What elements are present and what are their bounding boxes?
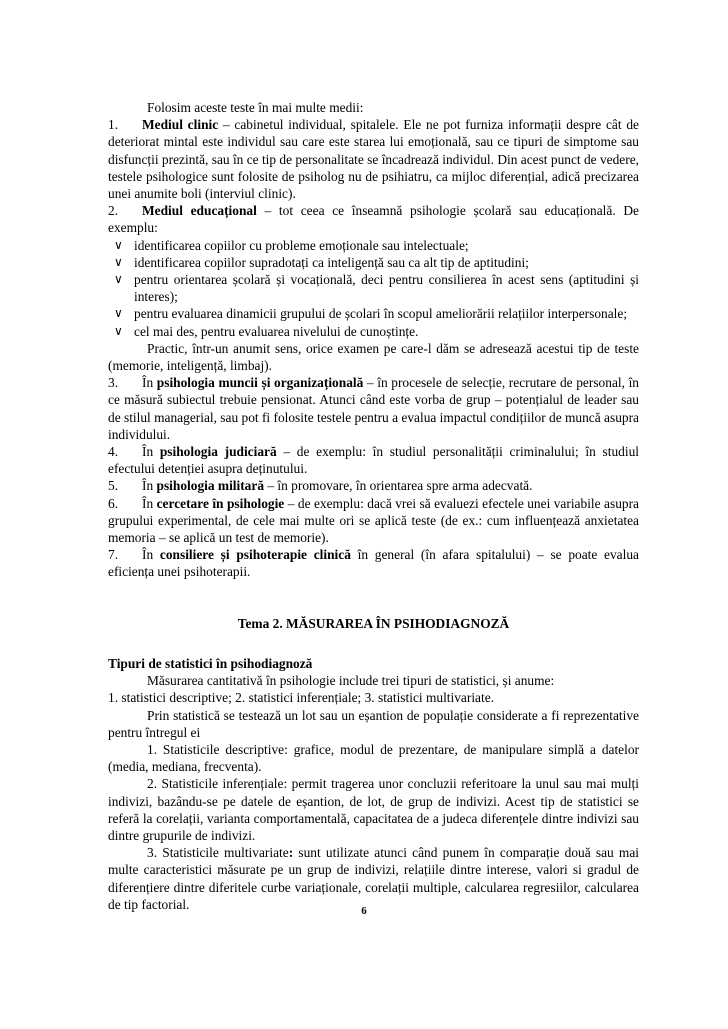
bullet-item: ∨ pentru evaluarea dinamicii grupului de școlari în scopul ameliorării relațiilor interpersonale; [114, 306, 628, 322]
practic-paragraph: Practic, într-un anumit sens, orice examen pe care-l dăm se adresează acestui tip de teste (memorie, inteligență, limbaj). [108, 340, 639, 374]
bullet-item: ∨ identificarea copiilor supradotați ca inteligență sau ca alt tip de aptitudini; [114, 254, 529, 270]
list-item-5: 5. În psihologia militară – în promovare, în orientarea spre arma adecvată. [108, 478, 533, 494]
bullet-list [108, 237, 639, 340]
list-item-3: 3. În psihologia muncii și organizațională – în procesele de selecție, recrutare de personal, în ce măsură subiectul trebuie pensionat. Atunci când este vorba de grup – potențialul de leader sau de stilul managerial, sau pot fi folosite testele pentru a evalua impactul condițiilor de muncă asupra individului. [108, 375, 639, 442]
list-item-6: 6. În cercetare în psihologie – de exemplu: dacă vrei să evaluezi efectele unei variabile asupra grupului experimental, de cele mai multe ori se aplică teste (de ex.: cum influențează anxietatea memoria – se aplică un test de memorie). [108, 495, 639, 546]
page-number: 6 [361, 905, 367, 917]
item-5-heading: psihologia militară [156, 478, 265, 494]
bullet-marker-icon: ∨ [114, 254, 123, 269]
item-4-heading: psihologia judiciară [159, 444, 277, 460]
paragraph-measurement: Măsurarea cantitativă în psihologie include trei tipuri de statistici, și anume: [147, 673, 555, 689]
item-1-heading: Mediul clinic [142, 117, 219, 133]
paragraph-inferential: 2. Statisticile inferențiale: permit tragerea unor concluzii referitoare la unul sau mai mulți indivizi, bazându-se pe datele de eșantion, de lot, de grup de indivizi. Acest tip de statistici se referă la corelații, varianta comportamentală, capacitatea de a judeca diferențele dintre indivizi sau dintre grupurile de indivizi. [108, 776, 639, 843]
bullet-marker-icon: ∨ [114, 237, 123, 252]
list-item-4: 4. În psihologia judiciară – de exemplu: în studiul personalității criminalului; în studiul efectului detenției asupra deținutului. [108, 444, 639, 477]
item-3-heading: psihologia muncii și organizațională [156, 375, 364, 391]
bullet-item: ∨ cel mai des, pentru evaluarea nivelului de cunoștințe. [114, 323, 419, 339]
bullet-marker-icon: ∨ [114, 272, 123, 287]
item-2-heading: Mediul educațional [142, 203, 257, 219]
list-item-7: 7. În consiliere și psihoterapie clinică în general (în afara spitalului) – se poate evalua eficiența unei psihoterapii. [108, 547, 639, 580]
list-item-1: 1. Mediul clinic – cabinetul individual, spitalele. Ele ne pot furniza informații despre cât de deteriorat mintal este individul sau care este starea lui emoțională, sau ce tipuri de simptome sau disfuncții prezintă, sau în ce tip de personalitate se încadrează individul. Din acest punct de vedere, testele psihologice sunt folosite de psiholog nu de psihiatru, ca mijloc diferențial, adică precizarea unei anumite boli (interviul clinic). [108, 117, 640, 202]
page-content [108, 99, 639, 913]
paragraph-descriptive: 1. Statisticile descriptive: grafice, modul de prezentare, de manipulare simplă a datelor (media, mediana, frecventa). [108, 741, 639, 775]
paragraph-statistics-list: 1. statistici descriptive; 2. statistici inferențiale; 3. statistici multivariate. [108, 690, 495, 706]
bullet-item: ∨ pentru orientarea școlară și vocațională, deci pentru consilierea în acest sens (aptitudini și interes); [114, 272, 639, 305]
item-7-heading: consiliere și psihoterapie clinică [159, 547, 351, 563]
section-subtitle: Tipuri de statistici în psihodiagnoză [108, 655, 313, 671]
paragraph-multivariate: 3. Statisticile multivariate: sunt utilizate atunci când punem în comparație două sau mai multe caracteristici măsurate pe un grup de indivizi, relațiile dintre interese, valori si gradul de diferențiere dintre diferitele curbe variaționale, corelații multiple, calcularea regresiilor, calcularea de tip factorial. [108, 845, 639, 912]
section-title: Tema 2. MĂSURAREA ÎN PSIHODIAGNOZĂ [237, 615, 510, 631]
intro-paragraph: Folosim aceste teste în mai multe medii: [147, 100, 364, 115]
item-6-heading: cercetare în psihologie [156, 495, 285, 511]
list-item-2: 2. Mediul educațional – tot ceea ce înseamnă psihologie școlară sau educațională. De exemplu: [108, 203, 639, 236]
bullet-item: ∨ identificarea copiilor cu probleme emoționale sau intelectuale; [114, 237, 469, 253]
bullet-marker-icon: ∨ [114, 306, 123, 321]
bullet-marker-icon: ∨ [114, 323, 123, 338]
paragraph-sample: Prin statistică se testează un lot sau un eșantion de populație considerate a fi reprezentative pentru întregul ei [108, 707, 639, 740]
